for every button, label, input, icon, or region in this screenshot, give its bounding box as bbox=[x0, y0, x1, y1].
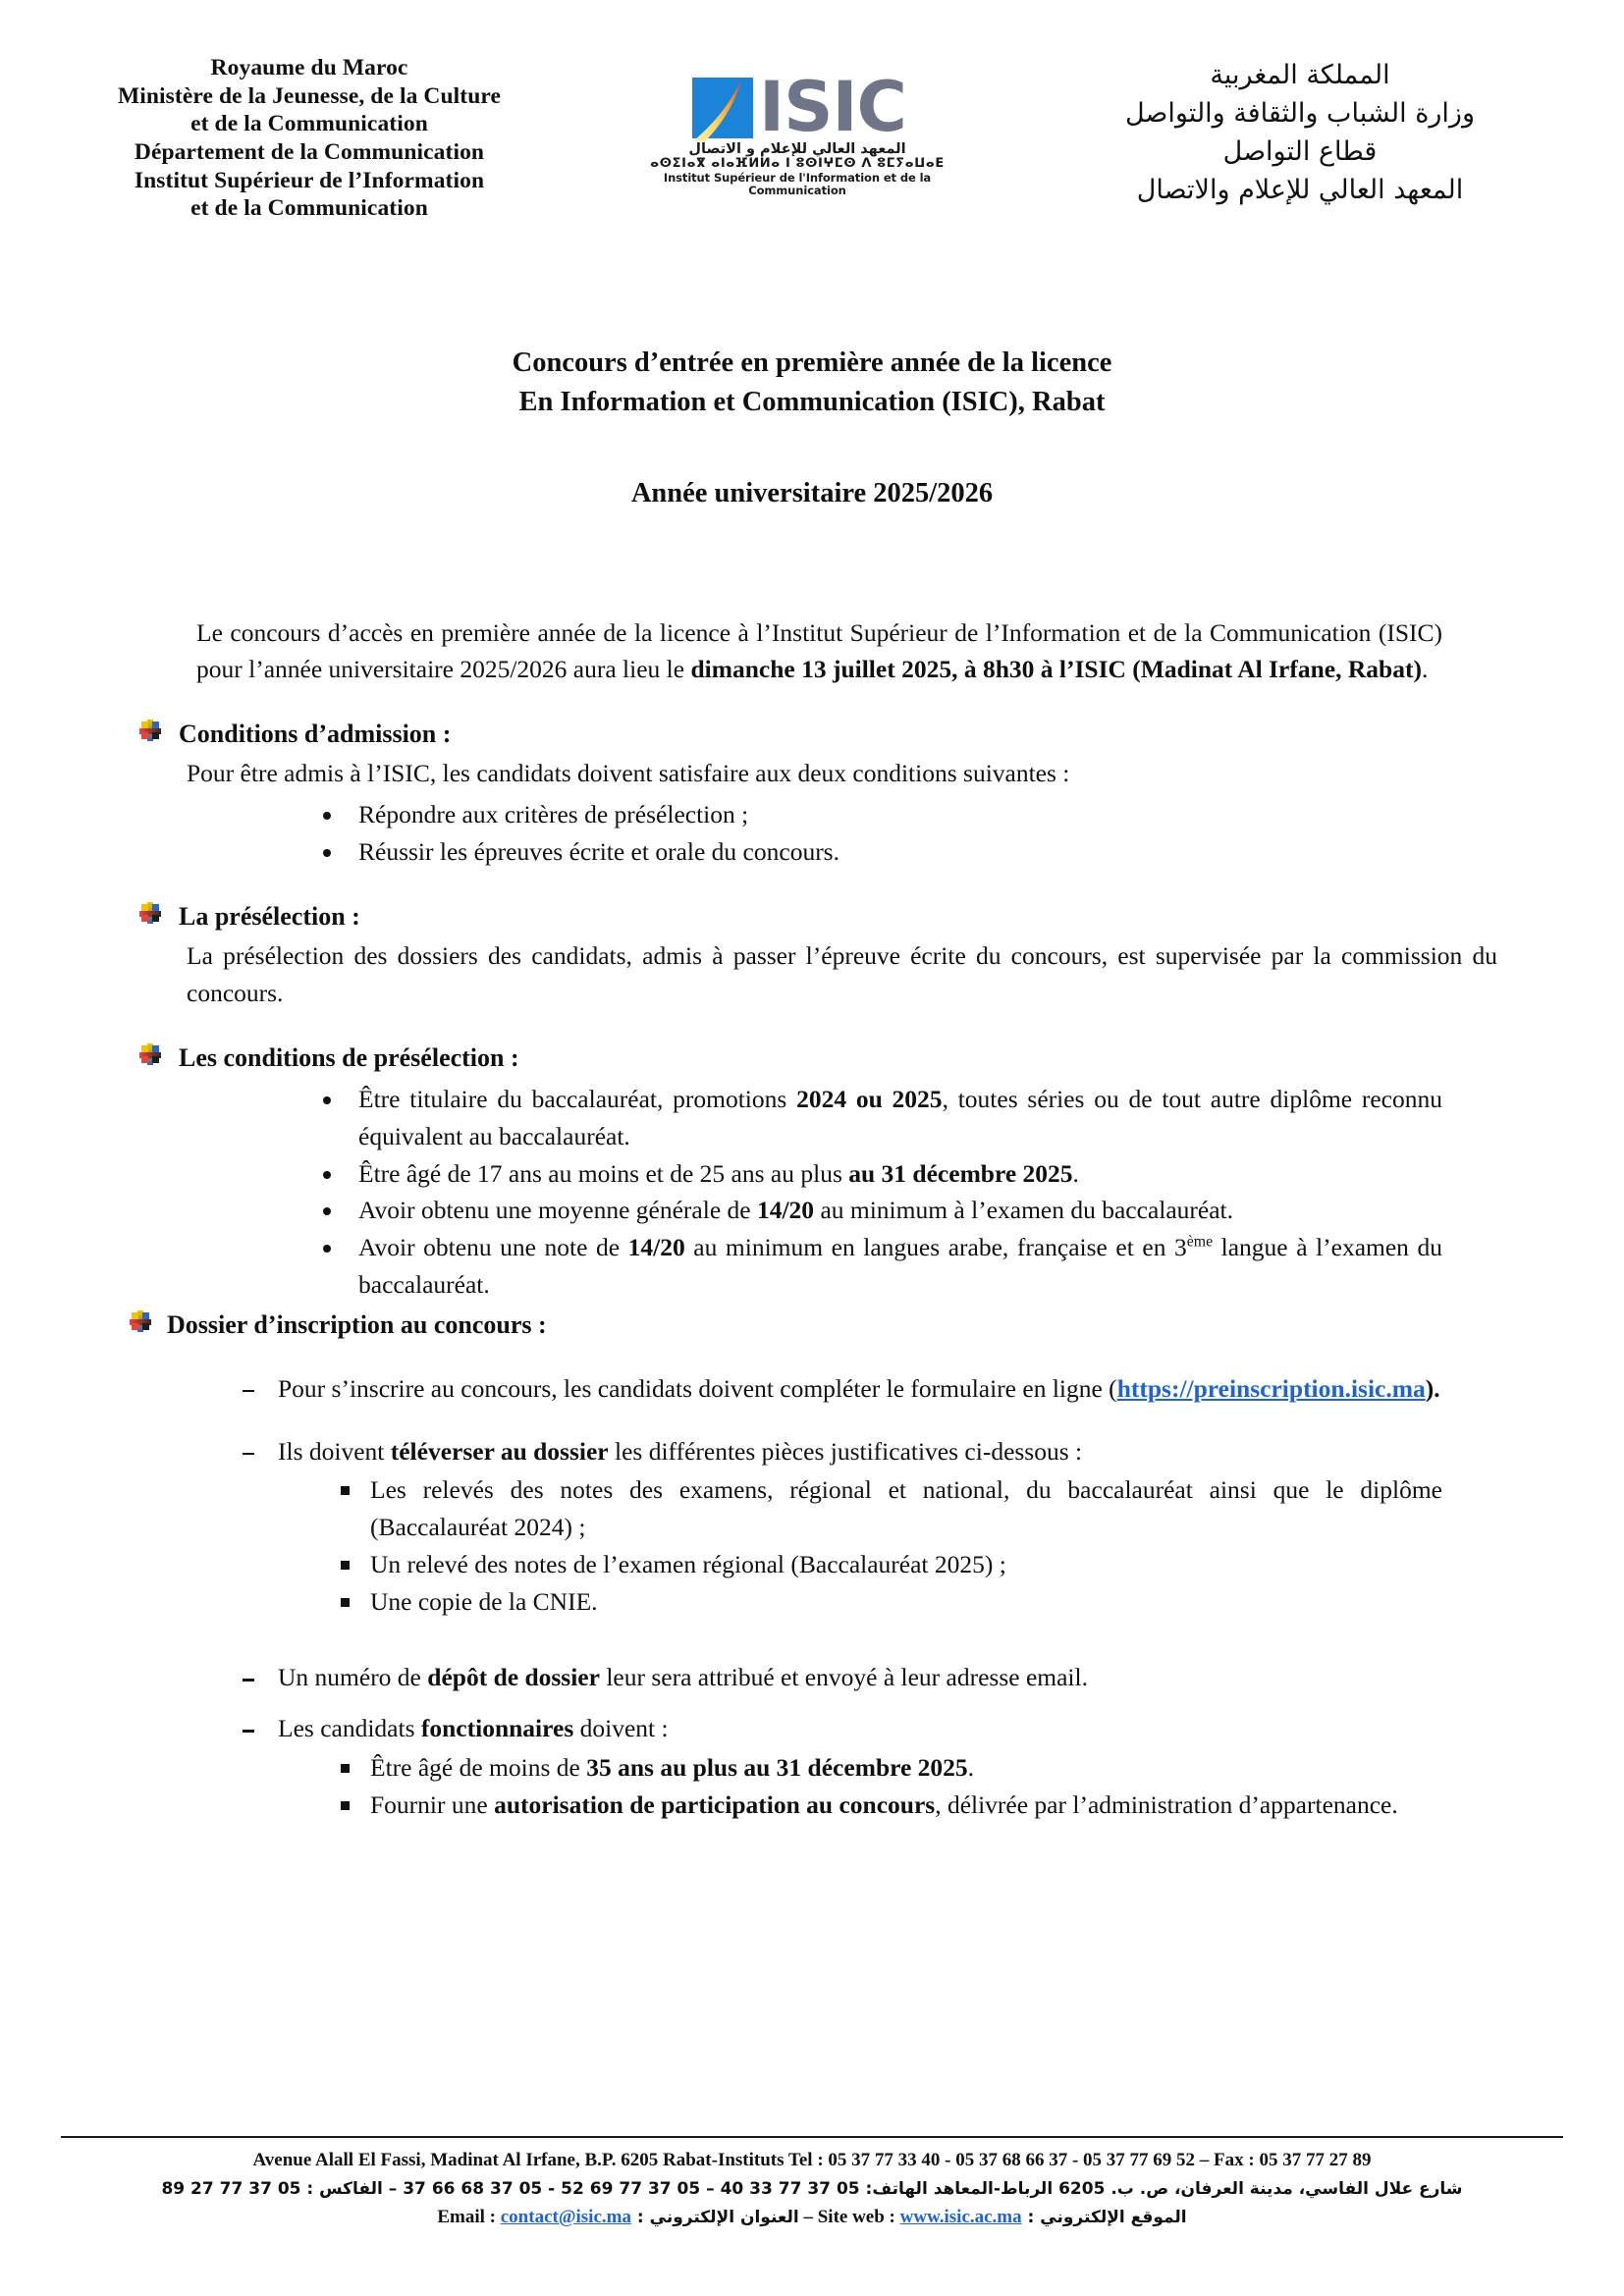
section-admission-heading bbox=[137, 716, 1501, 753]
footer-email-link[interactable]: contact@isic.ma bbox=[500, 2207, 631, 2228]
list-item bbox=[319, 1229, 1442, 1303]
civil-servant-requirements-list bbox=[278, 1749, 1442, 1823]
header-right-arabic-block bbox=[1055, 54, 1545, 210]
item-text: ). bbox=[1425, 1373, 1440, 1403]
logo-square-icon bbox=[688, 70, 757, 138]
logo-caption-french: Institut Supérieur de l'Information et de la Communication bbox=[663, 170, 932, 197]
item-text: , toutes séries ou de tout autre diplôme reconnu équivalent au baccalauréat. bbox=[358, 1085, 1442, 1150]
list-item bbox=[241, 1710, 1442, 1823]
item-text: . bbox=[1072, 1158, 1079, 1188]
section-preselection-conditions-heading-text: Les conditions de présélection : bbox=[179, 1042, 519, 1072]
item-bold-grade: 14/20 bbox=[627, 1232, 685, 1261]
footer-address-ar: شارع علال الفاسي، مدينة العرفان، ص. ب. 6205 الرباط-المعاهد الهاتف: 05 37 77 33 40 – 05 37 77 69 52 - 05 37 68 66 37 – الفاكس : 05 37 77 27 89 bbox=[161, 2178, 1463, 2199]
item-bold-grade: 14/20 bbox=[756, 1196, 815, 1225]
header-left-line-2: Ministère de la Jeunesse, de la Culture bbox=[117, 82, 502, 109]
footer-separator: – Site web : bbox=[798, 2207, 900, 2228]
cross-marker-icon bbox=[139, 902, 161, 924]
section-dossier-heading-text: Dossier d’inscription au concours : bbox=[167, 1310, 547, 1340]
footer-contact-line bbox=[61, 2203, 1563, 2233]
document-header bbox=[0, 54, 1624, 240]
section-admission bbox=[137, 716, 1501, 871]
item-text: langue à l’examen du baccalauréat. bbox=[358, 1232, 1442, 1299]
intro-text-2: . bbox=[1421, 655, 1429, 684]
item-bold-authorization: autorisation de participation au concours bbox=[494, 1789, 936, 1819]
footer-website-link[interactable]: www.isic.ac.ma bbox=[899, 2207, 1022, 2228]
document-footer bbox=[0, 2146, 1624, 2233]
item-bold-civil-servants: fonctionnaires bbox=[420, 1714, 574, 1743]
item-text: leur sera attribué et envoyé à leur adresse email. bbox=[599, 1663, 1088, 1692]
cross-marker-icon bbox=[130, 1310, 151, 1332]
item-bold-deposit: dépôt de dossier bbox=[427, 1663, 600, 1692]
list-item: Réussir les épreuves écrite et orale du concours. bbox=[319, 833, 1442, 871]
isic-logo bbox=[635, 54, 959, 197]
list-item bbox=[241, 1433, 1442, 1621]
document-title-line-2: En Information et Communication (ISIC), Rabat bbox=[518, 387, 1106, 418]
section-dossier bbox=[137, 1307, 1501, 1823]
item-text: les différentes pièces justificatives ci-dessous : bbox=[608, 1436, 1083, 1466]
section-preselection bbox=[137, 898, 1501, 1012]
cross-marker-icon bbox=[139, 720, 161, 741]
footer-address-fr: Avenue Alall El Fassi, Madinat Al Irfane, B.P. 6205 Rabat-Instituts Tel : 05 37 77 33 40 - 05 37 68 66 37 - 05 37 77 69 52 – Fax : 05 37 77 27 89 bbox=[252, 2150, 1372, 2170]
section-preselection-conditions bbox=[137, 1040, 1501, 1304]
logo-wordmark: ISIC bbox=[759, 66, 906, 147]
section-preselection-conditions-heading bbox=[137, 1040, 1501, 1077]
item-text: , délivrée par l’administration d’appartenance. bbox=[935, 1789, 1398, 1819]
item-text: Les candidats bbox=[278, 1714, 421, 1743]
item-text: . bbox=[967, 1752, 975, 1782]
section-admission-intro: Pour être admis à l’ISIC, les candidats doivent satisfaire aux deux conditions suivantes : bbox=[187, 759, 1070, 788]
intro-text-1: Le concours d’accès en première année de la licence à l’Institut Supérieur de l’Information et de la Communication (ISIC) pour l’année universitaire 2025/2026 aura lieu le bbox=[196, 617, 1442, 684]
list-item bbox=[319, 1192, 1442, 1229]
item-text: Être titulaire du baccalauréat, promotions bbox=[358, 1085, 797, 1114]
item-bold-upload: téléverser au dossier bbox=[390, 1436, 609, 1466]
list-item: Un relevé des notes de l’examen régional (Baccalauréat 2025) ; bbox=[337, 1546, 1442, 1583]
list-item: Répondre aux critères de présélection ; bbox=[319, 796, 1442, 833]
item-bold-age-limit: 35 ans au plus au 31 décembre 2025 bbox=[586, 1752, 968, 1782]
header-left-line-5: Institut Supérieur de l’Information bbox=[134, 167, 485, 193]
footer-website-label-ar: : الموقع الإلكتروني bbox=[1021, 2208, 1187, 2228]
list-item: Une copie de la CNIE. bbox=[337, 1583, 1442, 1621]
admission-condition-list bbox=[137, 796, 1501, 870]
footer-email-label: Email : bbox=[437, 2207, 501, 2228]
item-bold-deadline: au 31 décembre 2025 bbox=[848, 1158, 1073, 1188]
header-left-line-3: et de la Communication bbox=[190, 111, 428, 137]
header-right-line-4: المعهد العالي للإعلام والاتصال bbox=[1136, 175, 1464, 206]
logo-caption bbox=[650, 141, 945, 197]
item-text: Un numéro de bbox=[278, 1663, 428, 1692]
item-text: Pour s’inscrire au concours, les candidats doivent compléter le formulaire en ligne ( bbox=[278, 1373, 1117, 1403]
document-title bbox=[0, 344, 1624, 423]
section-preselection-heading bbox=[137, 898, 1501, 935]
header-left-line-1: Royaume du Maroc bbox=[210, 55, 408, 80]
preselection-conditions-list bbox=[137, 1081, 1501, 1303]
item-text: au minimum en langues arabe, française et en 3 bbox=[684, 1232, 1187, 1261]
intro-paragraph bbox=[137, 614, 1501, 688]
dossier-documents-list bbox=[278, 1471, 1442, 1620]
item-ordinal-suffix: ème bbox=[1186, 1233, 1214, 1251]
list-item bbox=[319, 1081, 1442, 1154]
document-title-line-1: Concours d’entrée en première année de la licence bbox=[512, 347, 1112, 378]
header-left-french-block bbox=[79, 54, 540, 223]
item-bold-promotions: 2024 ou 2025 bbox=[796, 1085, 943, 1114]
header-right-line-1: المملكة المغربية bbox=[1210, 60, 1390, 90]
logo-caption-tifinagh: ⴰⵙⵉⵏⴰⴳ ⴰⵏⴰⴼⵍⵍⴰ ⵏ ⵓⵙⵏⵖⵎⵙ ⴷ ⵓⵎⵢⴰⵡⴰⴹ bbox=[650, 156, 945, 172]
list-item bbox=[337, 1787, 1442, 1824]
item-text: Fournir une bbox=[370, 1789, 495, 1819]
section-admission-heading-text: Conditions d’admission : bbox=[179, 719, 452, 748]
section-preselection-heading-text: La présélection : bbox=[179, 901, 360, 931]
footer-email-label-ar: : العنوان الإلكتروني bbox=[630, 2208, 799, 2228]
dossier-list bbox=[137, 1370, 1501, 1823]
list-item bbox=[337, 1749, 1442, 1787]
item-text: Avoir obtenu une note de bbox=[358, 1232, 628, 1261]
document-body bbox=[0, 589, 1624, 1837]
section-dossier-heading bbox=[137, 1307, 1501, 1344]
list-item bbox=[241, 1370, 1442, 1408]
footer-divider bbox=[61, 2136, 1563, 2138]
logo-flame-icon bbox=[688, 70, 757, 146]
item-text: Avoir obtenu une moyenne générale de bbox=[358, 1196, 757, 1225]
section-preselection-text: La présélection des dossiers des candidats, admis à passer l’épreuve écrite du concours, est supervisée par la commission du concours. bbox=[187, 941, 1497, 1007]
list-item bbox=[241, 1659, 1442, 1696]
header-right-line-3: قطاع التواصل bbox=[1222, 136, 1378, 168]
logo-caption-arabic: المعهد العالي للإعلام و الاتصال bbox=[688, 141, 906, 157]
logo-mark bbox=[688, 62, 906, 147]
list-item bbox=[319, 1155, 1442, 1193]
item-text: Être âgé de moins de bbox=[370, 1752, 587, 1782]
item-text: Ils doivent bbox=[278, 1436, 391, 1466]
intro-exam-datetime: dimanche 13 juillet 2025, à 8h30 à l’ISIC (Madinat Al Irfane, Rabat) bbox=[690, 655, 1422, 684]
document-subtitle: Année universitaire 2025/2026 bbox=[630, 478, 994, 508]
header-right-line-2: وزارة الشباب والثقافة والتواصل bbox=[1124, 98, 1476, 130]
item-text: doivent : bbox=[573, 1714, 669, 1743]
header-left-line-6: et de la Communication bbox=[190, 195, 428, 222]
header-left-line-4: Département de la Communication bbox=[134, 138, 485, 165]
cross-marker-icon bbox=[139, 1043, 161, 1065]
preinscription-link[interactable]: https://preinscription.isic.ma bbox=[1116, 1373, 1426, 1403]
item-text: au minimum à l’examen du baccalauréat. bbox=[814, 1196, 1234, 1225]
item-text: Être âgé de 17 ans au moins et de 25 ans au plus bbox=[358, 1158, 849, 1188]
list-item: Les relevés des notes des examens, régional et national, du baccalauréat ainsi que le diplôme (Baccalauréat 2024) ; bbox=[337, 1471, 1442, 1545]
